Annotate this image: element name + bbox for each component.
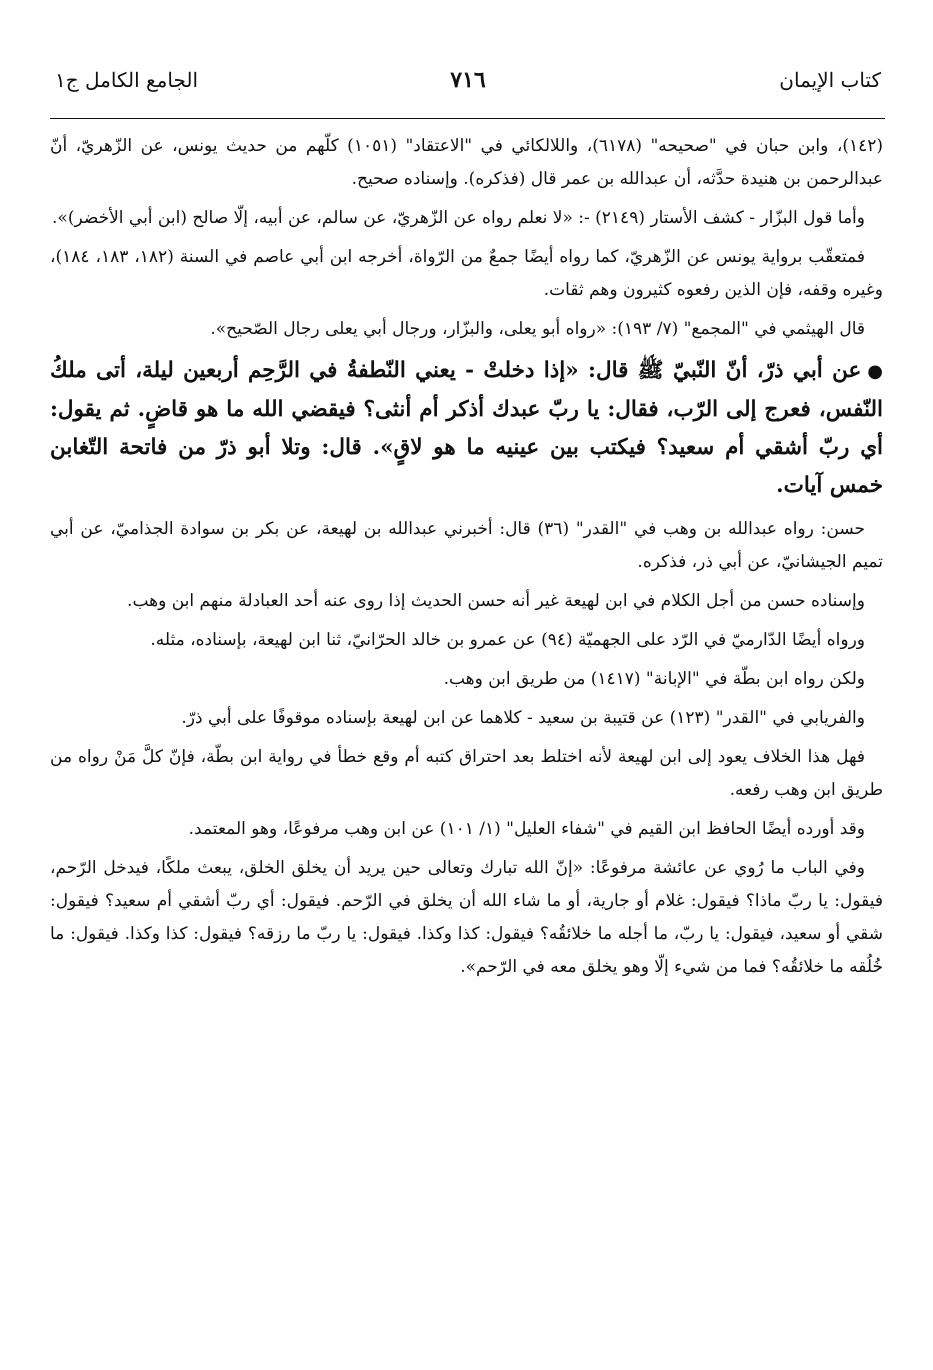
commentary-paragraph: (١٤٢)، وابن حبان في "صحيحه" (٦١٧٨)، واللالكائي في "الاعتقاد" (١٠٥١) كلّهم من حديث يونس، عن الزّهريّ، أنّ عبدالرحمن بن هنيدة حدَّثه، أن عبدالله بن عمر قال (فذكره). وإسناده صحيح. xyxy=(50,136,883,189)
commentary-paragraph: وفي الباب ما رُوي عن عائشة مرفوعًا: «إنّ الله تبارك وتعالى حين يريد أن يخلق الخلق، يبعث ملكًا، فيدخل الرّحم، فيقول: يا ربّ ماذا؟ فيقول: غلام أو جارية، أو ما شاء الله أن يخلق في الرّحم. فيقول: أي ربّ أشقي أم سعيد؟ فيقول: شقي أو سعيد، فيقول: يا ربّ، ما أجله ما خلائقُه؟ فيقول: كذا وكذا. فيقول: يا ربّ ما رزقه؟ فيقول: كذا وكذا. فيقول: ما خُلُقه ما خلائقُه؟ فما من شيء إلّا وهو يخلق معه في الرّحم». xyxy=(50,858,883,977)
commentary-paragraph: والفريابي في "القدر" (١٢٣) عن قتيبة بن سعيد - كلاهما عن ابن لهيعة بإسناده موقوفًا على أبي ذرّ. xyxy=(181,708,865,728)
page-number: ٧١٦ xyxy=(450,67,486,93)
commentary-paragraph: وقد أورده أيضًا الحافظ ابن القيم في "شفاء العليل" (١/ ١٠١) عن ابن وهب مرفوعًا، وهو المعتمد. xyxy=(188,819,865,839)
running-header xyxy=(55,60,881,100)
commentary-paragraph: حسن: رواه عبدالله بن وهب في "القدر" (٣٦) قال: أخبرني عبدالله بن لهيعة، عن بكر بن سوادة الجذاميّ، عن أبي تميم الجيشانيّ، عن أبي ذر، فذكره. xyxy=(50,519,883,572)
bullet-icon: ● xyxy=(867,361,883,382)
page-body xyxy=(50,130,883,990)
commentary-paragraph: ولكن رواه ابن بطّة في "الإبانة" (١٤١٧) من طريق ابن وهب. xyxy=(443,669,865,689)
commentary-paragraph: فهل هذا الخلاف يعود إلى ابن لهيعة لأنه اختلط بعد احتراق كتبه أم وقع خطأ في رواية ابن بطّة، فإنّ كلَّ مَنْ رواه من طريق ابن وهب رفعه. xyxy=(50,747,883,800)
header-section-title: كتاب الإيمان xyxy=(779,68,881,92)
commentary-paragraph: وإسناده حسن من أجل الكلام في ابن لهيعة غير أنه حسن الحديث إذا روى عنه أحد العبادلة منهم ابن وهب. xyxy=(127,591,865,611)
commentary-paragraph: وأما قول البزّار - كشف الأستار (٢١٤٩) -: «لا نعلم رواه عن الزّهريّ، عن سالم، عن أبيه، إلّا صالح (ابن أبي الأخضر)». xyxy=(52,208,865,228)
commentary-paragraph: قال الهيثمي في "المجمع" (٧/ ١٩٣): «رواه أبو يعلى، والبزّار، ورجال أبي يعلى رجال الصّحيح». xyxy=(210,319,865,339)
hadith-paragraph xyxy=(50,352,883,505)
hadith-text: عن أبي ذرّ، أنّ النّبيّ ﷺ قال: «إذا دخلتْ - يعني النّطفةُ في الرَّحِم أربعين ليلة، أتى ملكُ النّفس، فعرج إلى الرّب، فقال: يا ربّ عبدك أذكر أم أنثى؟ فيقضي الله ما هو قاضٍ. ثم يقول: أي ربّ أشقي أم سعيد؟ فيكتب بين عينيه ما هو لاقٍ». قال: وتلا أبو ذرّ من فاتحة التّغابن خمس آيات. xyxy=(50,358,883,498)
commentary-paragraph: فمتعقّب برواية يونس عن الزّهريّ، كما رواه أيضًا جمعٌ من الرّواة، أخرجه ابن أبي عاصم في السنة (١٨٢، ١٨٣، ١٨٤)، وغيره وقفه، فإن الذين رفعوه كثيرون وهم ثقات. xyxy=(50,247,883,300)
header-book-title: الجامع الكامل ج١ xyxy=(55,68,199,92)
commentary-paragraph: ورواه أيضًا الدّارميّ في الرّد على الجهميّة (٩٤) عن عمرو بن خالد الحرّانيّ، ثنا ابن لهيعة، بإسناده، مثله. xyxy=(150,630,865,650)
header-divider xyxy=(50,118,885,119)
